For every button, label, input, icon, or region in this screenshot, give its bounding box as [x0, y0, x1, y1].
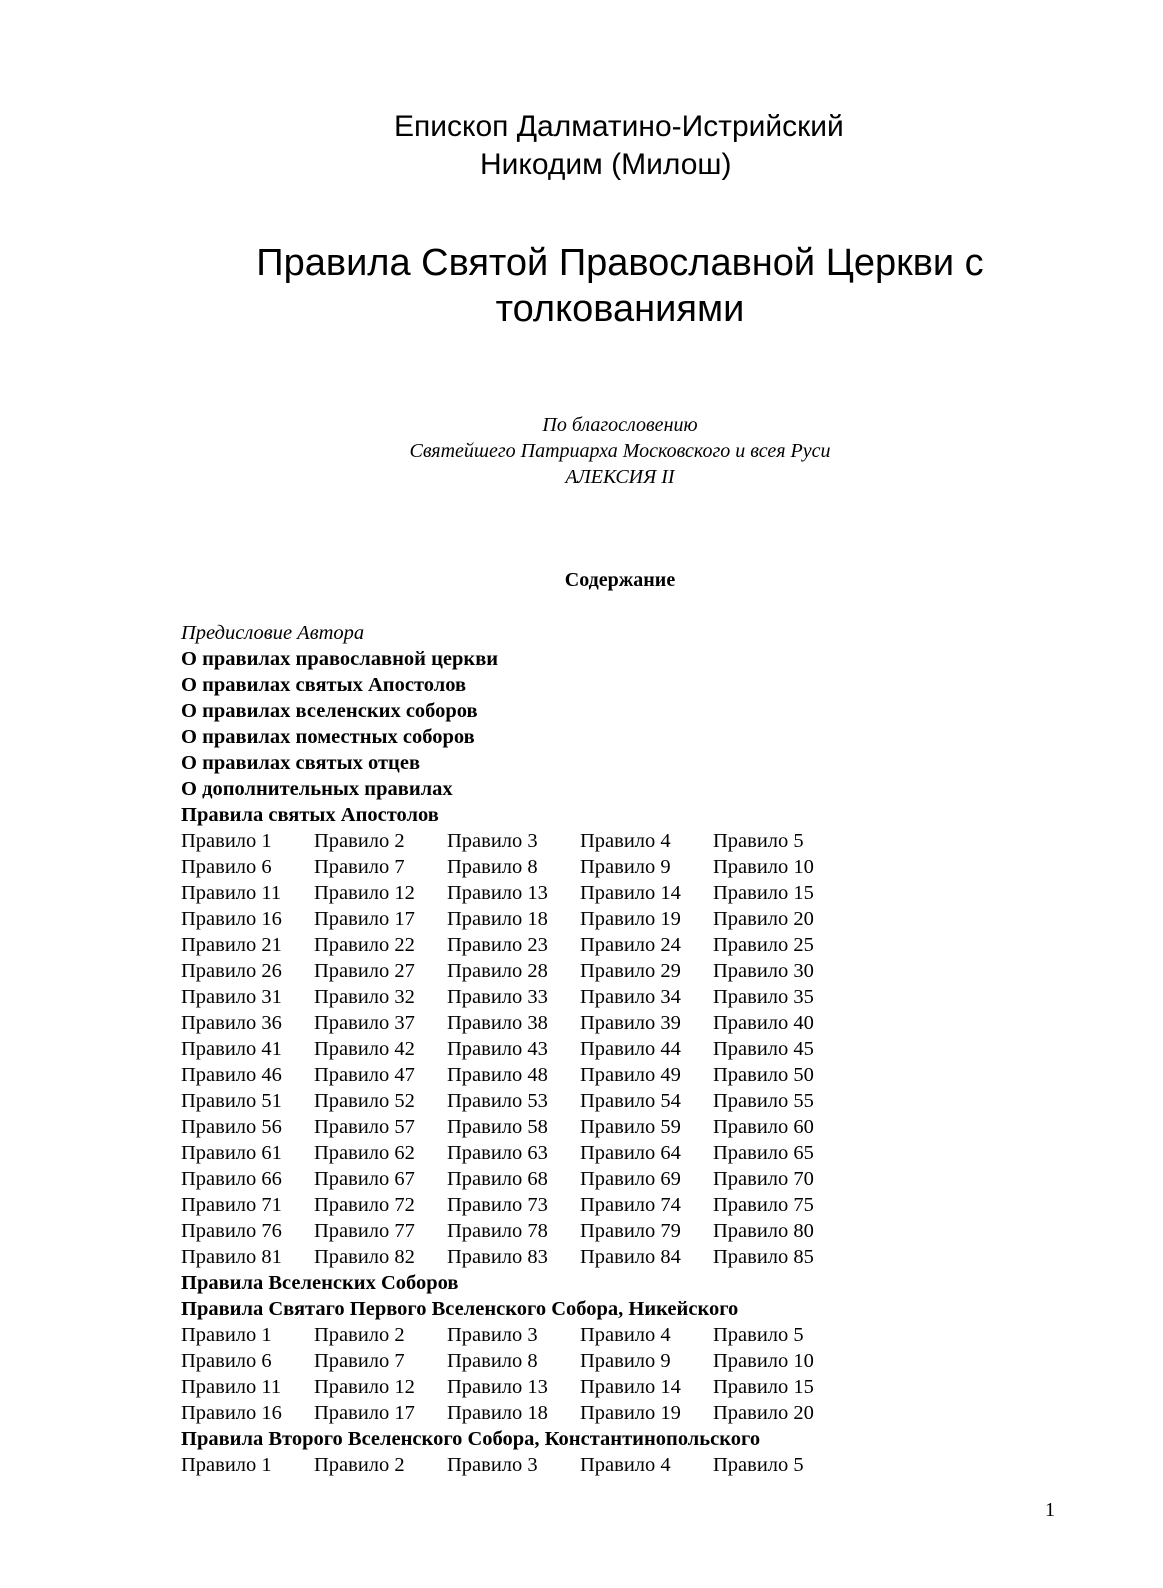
toc-link-rule[interactable]: Правило 5: [713, 1454, 804, 1476]
blessing-block: [380, 412, 860, 490]
toc-link-rule[interactable]: Правило 18: [447, 908, 548, 930]
contents-heading: Содержание: [564, 569, 676, 591]
toc-link-section[interactable]: О правилах православной церкви: [181, 648, 499, 670]
toc-link-rule[interactable]: Правило 69: [580, 1168, 681, 1190]
rule-row: [181, 1244, 941, 1270]
toc-link-rule[interactable]: Правило 16: [181, 908, 282, 930]
toc-link-section[interactable]: О правилах святых Апостолов: [181, 674, 467, 696]
toc-link-rule[interactable]: Правило 78: [447, 1220, 548, 1242]
toc-link-rule[interactable]: Правило 33: [447, 986, 548, 1008]
toc-link-rule[interactable]: Правило 5: [713, 1324, 804, 1346]
toc-link-rule[interactable]: Правило 30: [713, 960, 814, 982]
rule-row: [181, 880, 941, 906]
author-name: Никодим (Милош): [480, 148, 732, 181]
rule-row: [181, 1088, 941, 1114]
toc-link-rule[interactable]: Правило 57: [314, 1116, 415, 1138]
toc-link-rule[interactable]: Правило 6: [181, 1350, 272, 1372]
toc-link-rule[interactable]: Правило 45: [713, 1038, 814, 1060]
toc-link-rule[interactable]: Правило 3: [447, 830, 538, 852]
toc-link-section[interactable]: О правилах святых отцев: [181, 752, 421, 774]
toc-link-rule[interactable]: Правило 52: [314, 1090, 415, 1112]
first-council-rule-grid: [181, 1322, 941, 1426]
rule-row: [181, 1114, 941, 1140]
toc-link-rule[interactable]: Правило 18: [447, 1402, 548, 1424]
toc-link-rule[interactable]: Правило 39: [580, 1012, 681, 1034]
toc-link-rule[interactable]: Правило 44: [580, 1038, 681, 1060]
toc-link-rule[interactable]: Правило 80: [713, 1220, 814, 1242]
toc-link-rule[interactable]: Правило 16: [181, 1402, 282, 1424]
toc-link-rule[interactable]: Правило 71: [181, 1194, 282, 1216]
toc-link-rule[interactable]: Правило 46: [181, 1064, 282, 1086]
toc-link-rule[interactable]: Правило 72: [314, 1194, 415, 1216]
rule-row: [181, 1452, 941, 1478]
rule-row: [181, 1400, 941, 1426]
toc-link-rule[interactable]: Правило 32: [314, 986, 415, 1008]
toc-link-rule[interactable]: Правило 29: [580, 960, 681, 982]
toc-link-rule[interactable]: Правило 50: [713, 1064, 814, 1086]
toc-link-rule[interactable]: Правило 36: [181, 1012, 282, 1034]
page-number: 1: [1045, 1499, 1055, 1521]
toc-link-rule[interactable]: Правило 12: [314, 1376, 415, 1398]
toc-link-rule[interactable]: Правило 22: [314, 934, 415, 956]
toc-link-rule[interactable]: Правило 68: [447, 1168, 548, 1190]
rule-row: [181, 958, 941, 984]
toc-link-rule[interactable]: Правило 19: [580, 908, 681, 930]
toc-link-rule[interactable]: Правило 35: [713, 986, 814, 1008]
toc-link-rule[interactable]: Правило 58: [447, 1116, 548, 1138]
toc-link-rule[interactable]: Правило 53: [447, 1090, 548, 1112]
toc-link-rule[interactable]: Правило 26: [181, 960, 282, 982]
toc-link-rule[interactable]: Правило 3: [447, 1324, 538, 1346]
toc-link-rule[interactable]: Правило 61: [181, 1142, 282, 1164]
toc-link-section[interactable]: О правилах вселенских соборов: [181, 700, 478, 722]
toc-link-rule[interactable]: Правило 62: [314, 1142, 415, 1164]
blessing-line-3: АЛЕКСИЯ II: [565, 466, 675, 488]
toc-link-rule[interactable]: Правило 7: [314, 856, 405, 878]
toc-link-rule[interactable]: Правило 75: [713, 1194, 814, 1216]
toc-link-rule[interactable]: Правило 2: [314, 830, 405, 852]
toc-link-rule[interactable]: Правило 13: [447, 1376, 548, 1398]
table-of-contents: [181, 620, 941, 1478]
toc-heading-second-council[interactable]: Правила Второго Вселенского Собора, Константинопольского: [181, 1428, 761, 1450]
toc-link-preface[interactable]: Предисловие Автора: [181, 622, 365, 644]
rule-row: [181, 1166, 941, 1192]
toc-link-rule[interactable]: Правило 79: [580, 1220, 681, 1242]
author-title: Епископ Далматино-Истрийский: [394, 110, 844, 143]
rule-row: [181, 1322, 941, 1348]
toc-link-rule[interactable]: Правило 73: [447, 1194, 548, 1216]
toc-link-rule[interactable]: Правило 10: [713, 1350, 814, 1372]
toc-link-rule[interactable]: Правило 83: [447, 1246, 548, 1268]
toc-link-rule[interactable]: Правило 9: [580, 856, 671, 878]
toc-link-rule[interactable]: Правило 81: [181, 1246, 282, 1268]
rule-row: [181, 984, 941, 1010]
second-council-rule-grid: [181, 1452, 941, 1478]
toc-link-rule[interactable]: Правило 37: [314, 1012, 415, 1034]
blessing-line-2: Святейшего Патриарха Московского и всея Руси: [409, 440, 831, 462]
apostles-rule-grid: [181, 828, 941, 1270]
toc-link-rule[interactable]: Правило 82: [314, 1246, 415, 1268]
rule-row: [181, 1036, 941, 1062]
toc-link-rule[interactable]: Правило 21: [181, 934, 282, 956]
toc-link-rule[interactable]: Правило 24: [580, 934, 681, 956]
toc-link-rule[interactable]: Правило 56: [181, 1116, 282, 1138]
toc-heading-ecumenical[interactable]: Правила Вселенских Соборов: [181, 1272, 459, 1294]
toc-link-rule[interactable]: Правило 8: [447, 1350, 538, 1372]
toc-link-rule[interactable]: Правило 2: [314, 1454, 405, 1476]
toc-link-rule[interactable]: Правило 40: [713, 1012, 814, 1034]
toc-link-rule[interactable]: Правило 25: [713, 934, 814, 956]
toc-link-rule[interactable]: Правило 4: [580, 1324, 671, 1346]
toc-link-rule[interactable]: Правило 9: [580, 1350, 671, 1372]
toc-link-rule[interactable]: Правило 76: [181, 1220, 282, 1242]
rule-row: [181, 1010, 941, 1036]
toc-link-rule[interactable]: Правило 31: [181, 986, 282, 1008]
toc-link-rule[interactable]: Правило 70: [713, 1168, 814, 1190]
toc-link-rule[interactable]: Правило 84: [580, 1246, 681, 1268]
toc-link-rule[interactable]: Правило 10: [713, 856, 814, 878]
rule-row: [181, 1062, 941, 1088]
toc-link-rule[interactable]: Правило 19: [580, 1402, 681, 1424]
toc-link-rule[interactable]: Правило 7: [314, 1350, 405, 1372]
toc-link-rule[interactable]: Правило 5: [713, 830, 804, 852]
book-title-line-1: Правила Святой Православной Церкви с: [256, 242, 984, 284]
toc-link-rule[interactable]: Правило 38: [447, 1012, 548, 1034]
toc-link-rule[interactable]: Правило 41: [181, 1038, 282, 1060]
rule-row: [181, 1348, 941, 1374]
rule-row: [181, 906, 941, 932]
toc-link-rule[interactable]: Правило 14: [580, 1376, 681, 1398]
toc-link-rule[interactable]: Правило 11: [181, 1376, 282, 1398]
toc-link-rule[interactable]: Правило 34: [580, 986, 681, 1008]
toc-link-rule[interactable]: Правило 1: [181, 830, 272, 852]
toc-link-rule[interactable]: Правило 77: [314, 1220, 415, 1242]
toc-heading-first-council[interactable]: Правила Святаго Первого Вселенского Собора, Никейского: [181, 1298, 739, 1320]
toc-link-rule[interactable]: Правило 15: [713, 882, 814, 904]
toc-link-rule[interactable]: Правило 85: [713, 1246, 814, 1268]
toc-link-rule[interactable]: Правило 67: [314, 1168, 415, 1190]
rule-row: [181, 828, 941, 854]
toc-link-rule[interactable]: Правило 13: [447, 882, 548, 904]
toc-link-rule[interactable]: Правило 49: [580, 1064, 681, 1086]
toc-link-rule[interactable]: Правило 11: [181, 882, 282, 904]
toc-link-rule[interactable]: Правило 12: [314, 882, 415, 904]
toc-link-rule[interactable]: Правило 20: [713, 1402, 814, 1424]
toc-link-rule[interactable]: Правило 6: [181, 856, 272, 878]
toc-link-rule[interactable]: Правило 66: [181, 1168, 282, 1190]
toc-link-rule[interactable]: Правило 59: [580, 1116, 681, 1138]
toc-link-section[interactable]: О дополнительных правилах: [181, 778, 453, 800]
rule-row: [181, 932, 941, 958]
toc-link-rule[interactable]: Правило 8: [447, 856, 538, 878]
toc-link-rule[interactable]: Правило 17: [314, 1402, 415, 1424]
toc-link-rule[interactable]: Правило 4: [580, 1454, 671, 1476]
toc-link-rule[interactable]: Правило 74: [580, 1194, 681, 1216]
toc-link-rule[interactable]: Правило 42: [314, 1038, 415, 1060]
toc-link-rule[interactable]: Правило 55: [713, 1090, 814, 1112]
toc-link-rule[interactable]: Правило 60: [713, 1116, 814, 1138]
toc-link-rule[interactable]: Правило 28: [447, 960, 548, 982]
toc-link-section[interactable]: О правилах поместных соборов: [181, 726, 475, 748]
toc-link-rule[interactable]: Правило 17: [314, 908, 415, 930]
rule-row: [181, 1374, 941, 1400]
rule-row: [181, 854, 941, 880]
toc-link-rule[interactable]: Правило 43: [447, 1038, 548, 1060]
blessing-line-1: По благословению: [542, 414, 698, 436]
rule-row: [181, 1140, 941, 1166]
toc-link-rule[interactable]: Правило 23: [447, 934, 548, 956]
toc-link-rule[interactable]: Правило 20: [713, 908, 814, 930]
toc-link-rule[interactable]: Правило 27: [314, 960, 415, 982]
rule-row: [181, 1218, 941, 1244]
toc-link-rule[interactable]: Правило 15: [713, 1376, 814, 1398]
book-title-line-2: толкованиями: [495, 288, 745, 330]
toc-link-rule[interactable]: Правило 64: [580, 1142, 681, 1164]
toc-link-rule[interactable]: Правило 48: [447, 1064, 548, 1086]
rule-row: [181, 1192, 941, 1218]
toc-link-rule[interactable]: Правило 4: [580, 830, 671, 852]
toc-link-rule[interactable]: Правило 14: [580, 882, 681, 904]
toc-link-rule[interactable]: Правило 1: [181, 1454, 272, 1476]
toc-link-rule[interactable]: Правило 2: [314, 1324, 405, 1346]
toc-link-rule[interactable]: Правило 63: [447, 1142, 548, 1164]
toc-link-rule[interactable]: Правило 1: [181, 1324, 272, 1346]
toc-link-rule[interactable]: Правило 51: [181, 1090, 282, 1112]
toc-heading-apostles[interactable]: Правила святых Апостолов: [181, 804, 439, 826]
toc-link-rule[interactable]: Правило 3: [447, 1454, 538, 1476]
toc-link-rule[interactable]: Правило 54: [580, 1090, 681, 1112]
toc-link-rule[interactable]: Правило 65: [713, 1142, 814, 1164]
toc-link-rule[interactable]: Правило 47: [314, 1064, 415, 1086]
